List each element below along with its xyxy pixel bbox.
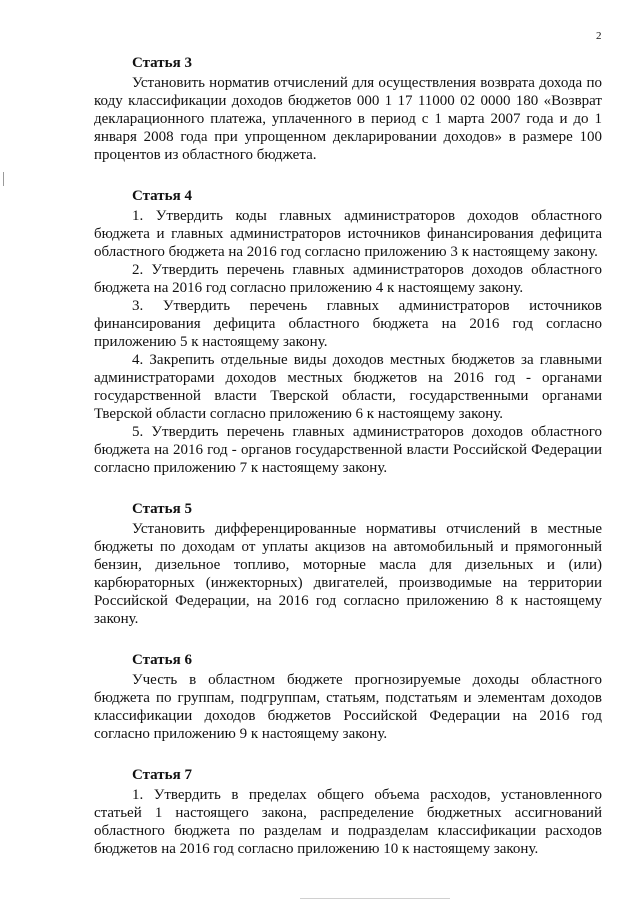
article-title: Статья 7	[132, 767, 192, 783]
article-paragraph: 3. Утвердить перечень главных администраторов источников финансирования дефицита областного бюджета на 2016 год согласно приложению 5 к настоящему закону.	[94, 298, 602, 350]
article-paragraph: 5. Утвердить перечень главных администраторов доходов областного бюджета на 2016 год - органов государственной власти Российской Федерации согласно приложению 7 к настоящему закону.	[94, 424, 602, 476]
article-6	[94, 651, 602, 743]
article-paragraph: 1. Утвердить коды главных администраторов доходов областного бюджета и главных администраторов источников финансирования дефицита областного бюджета на 2016 год согласно приложению 3 к настоящему закону.	[94, 208, 602, 260]
article-paragraph: Установить дифференцированные нормативы отчислений в местные бюджеты по доходам от уплаты акцизов на автомобильный и прямогонный бензин, дизельное топливо, моторные масла для дизельных и (или) карбюраторных (инжекторных) двигателей, производимые на территории Российской Федерации, на 2016 год согласно приложению 8 к настоящему закону.	[94, 521, 602, 627]
document-body	[94, 54, 602, 881]
article-paragraph: Учесть в областном бюджете прогнозируемые доходы областного бюджета по группам, подгруппам, статьям, подстатьям и элементам доходов классификации доходов бюджетов Российской Федерации на 2016 год согласно приложению 9 к настоящему закону.	[94, 672, 602, 742]
article-7	[94, 766, 602, 858]
article-paragraph: 2. Утвердить перечень главных администраторов доходов областного бюджета на 2016 год согласно приложению 4 к настоящему закону.	[94, 262, 602, 296]
scan-mark-bottom	[300, 898, 450, 899]
article-title: Статья 3	[132, 55, 192, 71]
article-paragraph: 1. Утвердить в пределах общего объема расходов, установленного статьей 1 настоящего закона, распределение бюджетных ассигнований областного бюджета по разделам и подразделам классификации расходов бюджетов на 2016 год согласно приложению 10 к настоящему закону.	[94, 787, 602, 857]
article-title: Статья 4	[132, 188, 192, 204]
article-paragraph: Установить норматив отчислений для осуществления возврата дохода по коду классификации доходов бюджетов 000 1 17 11000 02 0000 180 «Возврат декларационного платежа, уплаченного в период с 1 марта 2007 года и до 1 января 2008 года при упрощенном декларировании доходов» в размере 100 процентов из областного бюджета.	[94, 75, 602, 163]
scan-mark-left	[3, 172, 4, 186]
article-5	[94, 500, 602, 628]
page-number: 2	[596, 30, 602, 42]
article-4	[94, 187, 602, 477]
article-3	[94, 54, 602, 164]
article-paragraph: 4. Закрепить отдельные виды доходов местных бюджетов за главными администраторами доходов местных бюджетов на 2016 год - органами государственной власти Тверской области, государственными органами Тверской области согласно приложению 6 к настоящему закону.	[94, 352, 602, 422]
article-title: Статья 5	[132, 501, 192, 517]
article-title: Статья 6	[132, 652, 192, 668]
